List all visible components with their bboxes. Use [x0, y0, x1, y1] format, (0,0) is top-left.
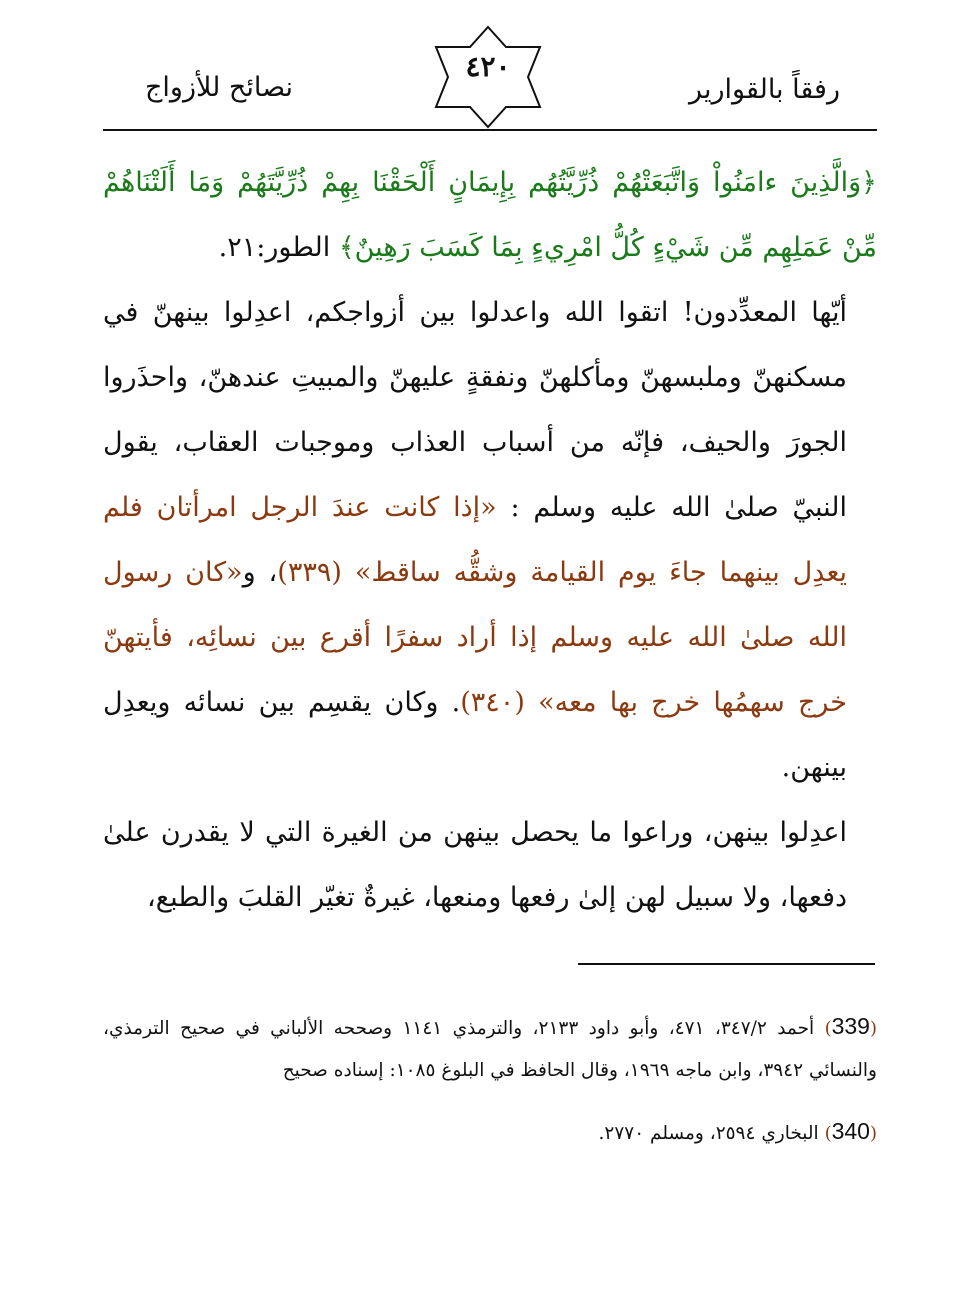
- page-number: ٤٢٠: [465, 50, 511, 83]
- quran-paragraph: [103, 150, 877, 280]
- hadith-quote-2: «كان رسول الله صلىٰ الله عليه وسلم إذا أراد سفرًا أقرع بين نسائِه، فأيتهنّ خرج سهمُها خرج بها معه»: [103, 557, 847, 718]
- header-book-title: رفقاً بالقوارير: [689, 74, 840, 105]
- footnote-ref-340[interactable]: (٣٤٠): [460, 687, 525, 718]
- connector-text: ، و: [242, 557, 278, 588]
- paragraph-jealousy: اعدِلوا بينهن، وراعوا ما يحصل بينهن من الغيرة التي لا يقدرن علىٰ دفعها، ولا سبيل لهن إلىٰ رفعها ومنعها، غيرةٌ تغيّر القلبَ والطبع،: [103, 817, 847, 913]
- main-text: [103, 150, 877, 930]
- footnote-ref-339[interactable]: (٣٣٩): [277, 557, 342, 588]
- quran-reference: الطور:٢١.: [218, 232, 331, 263]
- paragraph-justice: [103, 280, 877, 800]
- footnote-339: (339) أحمد ٣٤٧/٢، ٤٧١، وأبو داود ٢١٣٣، والترمذي ١١٤١ وصححه الألباني في صحيح الترمذي، والنسائي ٣٩٤٢، وابن ماجه ١٩٦٩، وقال الحافظ في البلوغ ١٠٨٥: إسناده صحيح: [103, 1013, 877, 1081]
- footnote-number: 340: [831, 1118, 870, 1144]
- header-divider: [103, 129, 877, 131]
- hadith-quote-1: «إذا كانت عندَ الرجل امرأتان فلم يعدِل بينهما جاءَ يوم القيامة وشقُّه ساقط»: [103, 492, 847, 588]
- footnote-divider: [578, 963, 875, 965]
- quran-verse: ﴿وَالَّذِينَ ءامَنُواْ وَاتَّبَعَتْهُمْ ذُرِّيَّتُهُم بِإِيمَانٍ أَلْحَقْنَا بِهِمْ ذُرِّيَّتَهُمْ وَمَا أَلَتْنَاهُمْ مِّنْ عَمَلِهِم مِّن شَيْءٍ كُلُّ امْرِيءٍ بِمَا كَسَبَ رَهِينٌ﴾: [103, 167, 877, 263]
- footnote-text: البخاري ٢٥٩٤، ومسلم ٢٧٧٠.: [598, 1123, 819, 1144]
- paragraph-intro: أيّها المعدِّدون! اتقوا الله واعدلوا بين أزواجكم، اعدِلوا بينهنّ في مسكنهنّ وملبسهنّ ومأكلهنّ ونفقةٍ عليهنّ والمبيتِ عندهنّ، واحذَروا الجورَ والحيف، فإنّه من أسباب العذاب وموجبات العقاب، يقول النبيّ صلىٰ الله عليه وسلم :: [103, 297, 847, 523]
- footnote-number: 339: [831, 1013, 870, 1039]
- footnote-text: أحمد ٣٤٧/٢، ٤٧١، وأبو داود ٢١٣٣، والترمذي ١١٤١ وصححه الألباني في صحيح الترمذي، والنسائي ٣٩٤٢، وابن ماجه ١٩٦٩، وقال الحافظ في البلوغ ١٠٨٥: إسناده صحيح: [103, 1018, 877, 1081]
- header-chapter-title: نصائح للأزواج: [145, 72, 294, 103]
- footnote-340: (340) البخاري ٢٥٩٤، ومسلم ٢٧٧٠.: [598, 1118, 877, 1144]
- paragraph-ending: . وكان يقسِم بين نسائه ويعدِل بينهن.: [103, 687, 847, 783]
- footnotes: [103, 1005, 877, 1155]
